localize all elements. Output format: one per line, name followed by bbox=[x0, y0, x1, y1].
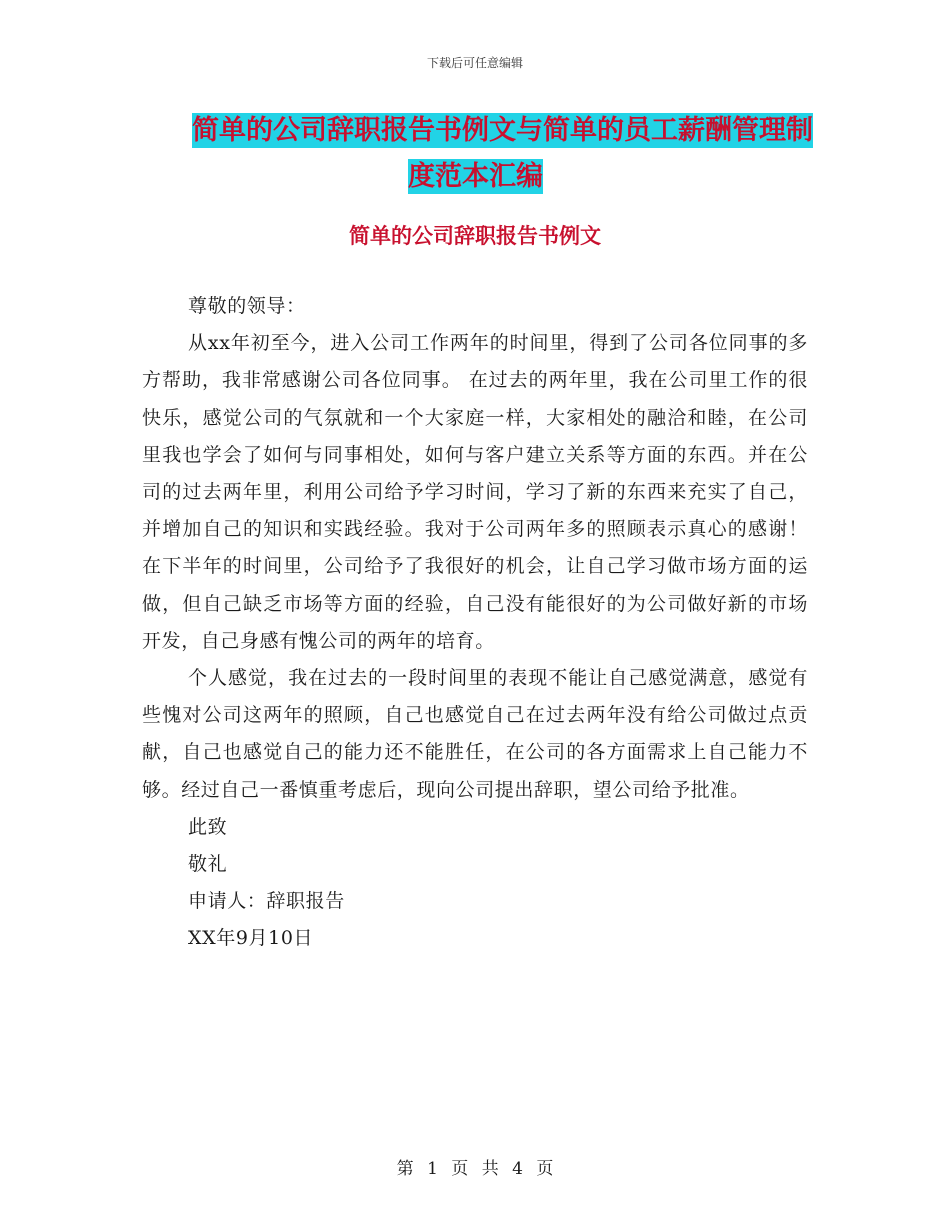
document-body bbox=[142, 288, 808, 958]
applicant-line: 申请人：辞职报告 bbox=[188, 890, 345, 913]
document-title bbox=[192, 108, 822, 200]
body-paragraph: 从xx年初至今，进入公司工作两年的时间里，得到了公司各位同事的多方帮助，我非常感谢公司各位同事。 在过去的两年里，我在公司里工作的很快乐，感觉公司的气氛就和一个大家庭一样，大家相处的融洽和睦，在公司里我也学会了如何与同事相处，如何与客户建立关系等方面的东西。并在公司的过去两年里，利用公司给予学习时间，学习了新的东西来充实了自己，并增加自己的知识和实践经验。我对于公司两年多的照顾表示真心的感谢！在下半年的时间里，公司给予了我很好的机会，让自己学习做市场方面的运做，但自己缺乏市场等方面的经验，自己没有能很好的为公司做好新的市场开发，自己身感有愧公司的两年的培育。 bbox=[142, 332, 808, 652]
closing-regards: 敬礼 bbox=[188, 853, 228, 876]
closing-line: 此致 bbox=[188, 815, 228, 838]
title-line-1: 简单的公司辞职报告书例文与简单的员工薪酬管理制 bbox=[192, 115, 813, 146]
salutation: 尊敬的领导： bbox=[188, 295, 306, 317]
page-number: 第 1 页 共 4 页 bbox=[396, 1159, 554, 1179]
section-title: 简单的公司辞职报告书例文 bbox=[349, 224, 601, 248]
date-line: XX年9月10日 bbox=[188, 927, 314, 950]
title-line-2: 度范本汇编 bbox=[408, 161, 543, 192]
body-paragraph: 个人感觉，我在过去的一段时间里的表现不能让自己感觉满意，感觉有些愧对公司这两年的照顾，自己也感觉自己在过去两年没有给公司做过点贡献，自己也感觉自己的能力还不能胜任，在公司的各方面需求上自己能力不够。经过自己一番慎重考虑后，现向公司提出辞职，望公司给予批准。 bbox=[142, 667, 808, 801]
header-note: 下载后可任意编辑 bbox=[426, 56, 523, 70]
